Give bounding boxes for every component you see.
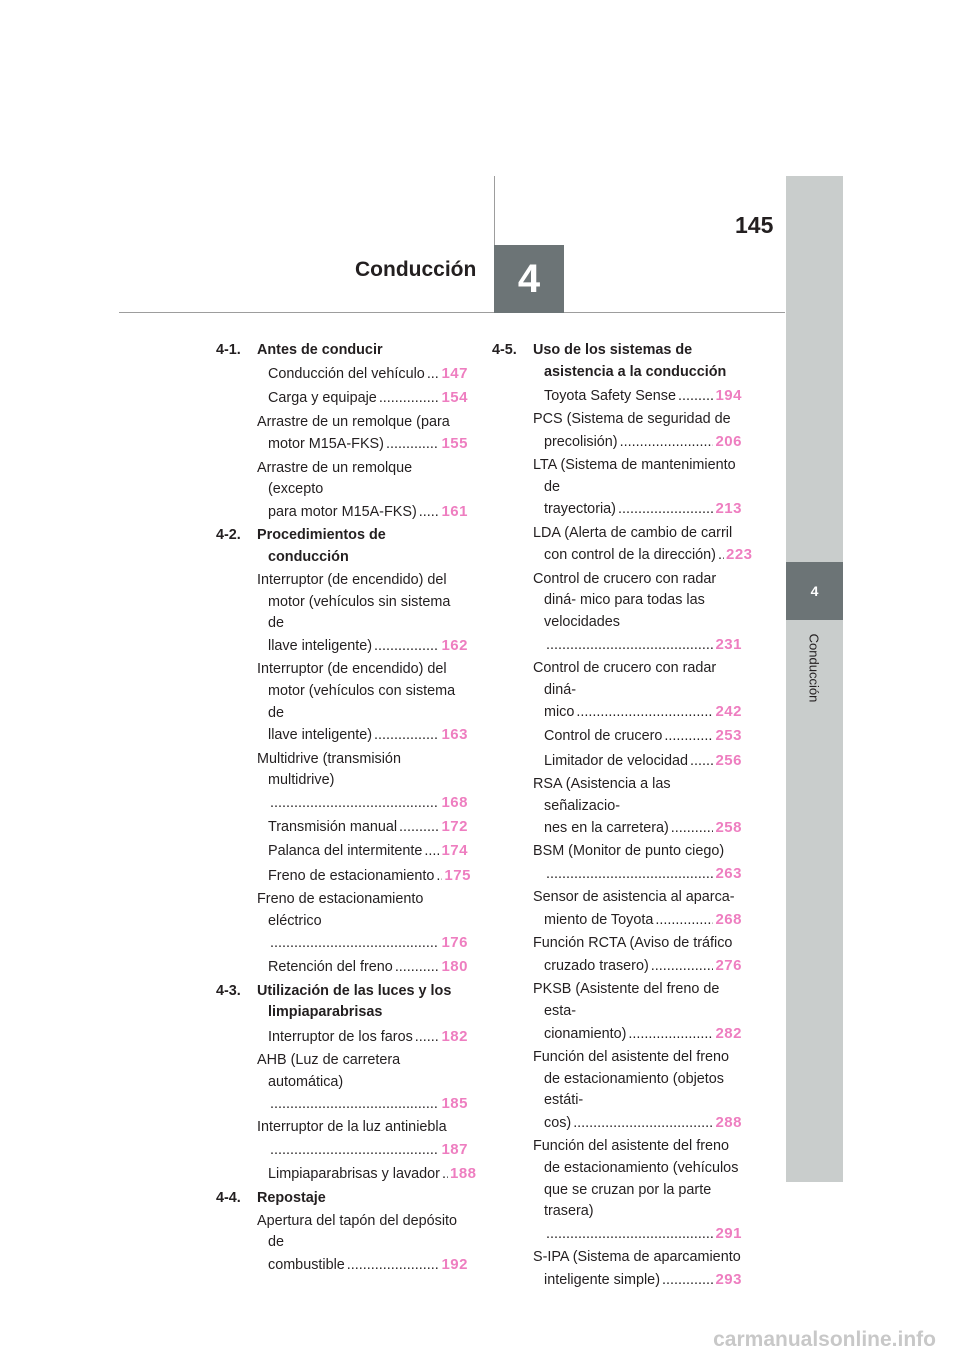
side-thumb-tab [786,562,843,620]
entry-leader-line [268,724,468,747]
dot-leader [546,1224,713,1246]
entry-text: Función del asistente del freno de estacionamiento (vehículos que se cruzan por la parte trasera) [533,1138,739,1220]
entry-text: PKSB (Asistente del freno de esta- [533,981,720,1019]
entry-text: PCS (Sistema de seguridad de [533,411,731,428]
toc-entry[interactable] [533,409,742,453]
toc-entry[interactable] [257,1211,468,1277]
toc-entry[interactable] [533,385,742,408]
chapter-number-box [494,245,564,313]
toc-section [216,525,471,979]
entry-text-last-line: cionamiento) [544,1025,627,1042]
entry-text-last-line: para motor M15A-FKS) [268,503,417,520]
entry-leader-line [268,1093,468,1116]
entry-leader-line [268,387,468,410]
toc-entry[interactable] [257,840,468,863]
toc-entry[interactable] [533,523,753,567]
page-reference-link[interactable]: 194 [715,386,742,404]
dot-leader [395,957,440,979]
entry-leader-line [544,701,742,724]
toc-entry[interactable] [257,956,468,979]
entry-leader-line [268,1163,477,1186]
entry-text-last-line: nes en la carretera) [544,820,669,837]
entry-text-last-line: cruzado trasero) [544,957,649,974]
entry-leader-line [268,501,468,524]
toc-entry[interactable] [533,658,742,724]
entry-leader-line [268,816,468,839]
chapter-number: 4 [517,256,541,301]
entry-text: Control de crucero con radar diná- mico para todas las velocidades [533,570,717,630]
entry-text-last-line: Limitador de velocidad [544,752,688,769]
toc-column-right [492,340,753,1293]
toc-entry[interactable] [533,569,742,657]
side-tab-number: 4 [810,583,819,599]
page-reference-link[interactable]: 176 [441,934,468,952]
entry-leader-line [544,750,742,773]
entry-leader-line [544,544,753,567]
entry-text: RSA (Asistencia a las señalizacio- [533,775,671,814]
toc-entry[interactable] [533,1047,742,1135]
dot-leader [651,956,714,978]
dot-leader [436,866,442,888]
section-title: Repostaje [257,1189,326,1206]
toc-entry[interactable] [533,774,742,840]
entry-leader-line [268,363,468,386]
toc-section [216,1188,468,1277]
section-title: Procedimientos de conducción [257,527,386,565]
dot-leader [427,364,440,386]
section-title: Antes de conducir [257,342,383,358]
dot-leader [620,432,714,454]
dot-leader [690,751,713,773]
entry-leader-line [544,1223,742,1246]
chapter-title: Conducción [355,258,477,281]
entry-leader-line [544,909,742,932]
entry-text: Multidrive (transmisión multidrive) [257,750,401,789]
page-reference-link[interactable]: 162 [441,637,468,655]
entry-text-last-line: Interruptor de los faros [268,1028,413,1045]
entry-text-last-line: Toyota Safety Sense [544,387,676,404]
page-reference-link[interactable]: 192 [441,1256,468,1274]
entry-text-last-line: llave inteligente) [268,727,372,744]
entry-text: Sensor de asistencia al aparca- [533,889,735,906]
page-reference-link[interactable]: 253 [715,727,742,745]
page-number: 145 [735,212,774,238]
toc-entry[interactable] [257,570,468,658]
section-number: 4-3. [216,982,241,999]
entry-leader-line [268,792,468,815]
page-reference-link[interactable]: 182 [441,1027,468,1045]
dot-leader [442,1164,448,1186]
entry-text-last-line: combustible [268,1257,345,1274]
entry-leader-line [268,1026,468,1049]
entry-leader-line [544,1112,742,1135]
header-horizontal-rule [119,312,785,313]
entry-text: Freno de estacionamiento eléctrico [257,890,424,929]
toc-entry[interactable] [257,1026,468,1049]
entry-leader-line [268,635,468,658]
entry-text-last-line: Carga y equipaje [268,390,377,407]
entry-text: Arrastre de un remolque (excepto [257,459,413,498]
page-reference-link[interactable]: 223 [725,546,753,564]
toc-entry[interactable] [257,865,471,888]
page-reference-link[interactable]: 185 [441,1095,468,1113]
entry-leader-line [544,1269,742,1292]
toc-entry[interactable] [257,363,468,386]
page-reference-link[interactable]: 282 [715,1024,742,1042]
toc-entry[interactable] [257,889,468,955]
entry-text-last-line: trayectoria) [544,501,616,518]
section-title: Uso de los sistemas de asistencia a la conducción [533,342,727,380]
toc-entry[interactable] [533,750,742,773]
toc-entry[interactable] [533,841,742,885]
dot-leader [399,817,439,839]
entry-text: Función del asistente del freno de estacionamiento (objetos estáti- [533,1048,729,1109]
entry-text: AHB (Luz de carretera automática) [257,1051,401,1090]
entry-text: Arrastre de un remolque (para [257,413,450,430]
toc-entry[interactable] [533,1136,742,1246]
dot-leader [374,636,439,658]
toc-entry[interactable] [257,749,468,815]
toc-entry[interactable] [257,1050,468,1116]
entry-leader-line [544,817,742,840]
dot-leader [546,635,713,657]
dot-leader [270,1094,439,1116]
dot-leader [618,499,713,521]
toc-entry[interactable] [533,725,742,748]
page-reference-link[interactable]: 268 [715,911,742,929]
section-number: 4-4. [216,1189,241,1206]
toc-entry[interactable] [533,887,742,931]
page-reference-link[interactable]: 168 [441,794,468,812]
dot-leader [415,1027,440,1049]
toc-section [492,340,753,1292]
entry-text-last-line: Freno de estacionamiento [268,867,435,884]
entry-leader-line [544,385,742,408]
entry-text-last-line: mico [544,704,575,721]
entry-leader-line [544,725,742,748]
page-reference-link[interactable]: 293 [715,1270,742,1288]
toc-entry[interactable] [533,979,742,1045]
page-reference-link[interactable]: 276 [715,956,742,974]
entry-text: Interruptor de la luz antiniebla [257,1119,447,1136]
entry-text-last-line: Control de crucero [544,728,663,745]
page-reference-link[interactable]: 155 [441,435,468,453]
entry-text-last-line: llave inteligente) [268,638,372,655]
toc-section [216,981,477,1186]
entry-text-last-line: cos) [544,1114,572,1131]
dot-leader [628,1024,713,1046]
entry-text-last-line: miento de Toyota [544,912,654,929]
entry-text-last-line: Limpiaparabrisas y lavador [268,1166,440,1183]
entry-text: Función RCTA (Aviso de tráfico [533,935,733,952]
side-tab-label: Conducción [806,633,822,703]
page-reference-link[interactable]: 242 [715,703,742,721]
dot-leader [546,864,713,886]
dot-leader [576,702,713,724]
entry-text: Control de crucero con radar diná- [533,659,717,698]
section-number: 4-2. [216,527,241,544]
page-reference-link[interactable]: 231 [715,635,742,653]
toc-column-left [216,340,477,1278]
watermark: carmanualsonline.info [713,1328,936,1351]
dot-leader [678,386,713,408]
entry-leader-line [544,1023,742,1046]
entry-text-last-line: con control de la dirección) [544,547,716,564]
dot-leader [664,726,713,748]
toc-entry[interactable] [257,659,468,747]
page-reference-link[interactable]: 258 [715,819,742,837]
section-number: 4-1. [216,342,241,358]
entry-text-last-line: Transmisión manual [268,819,398,836]
toc-entry[interactable] [257,412,468,456]
entry-text: Apertura del tapón del depósito de [257,1212,458,1251]
toc-entry[interactable] [533,455,742,521]
entry-text-last-line: Palanca del intermitente [268,843,423,860]
dot-leader [379,388,440,410]
entry-leader-line [268,433,468,456]
dot-leader [347,1255,440,1277]
dot-leader [270,1140,439,1162]
page-reference-link[interactable]: 187 [441,1141,468,1159]
entry-leader-line [268,1254,468,1277]
entry-text: BSM (Monitor de punto ciego) [533,843,725,860]
page-reference-link[interactable]: 174 [441,842,468,860]
entry-leader-line [544,634,742,657]
dot-leader [655,910,713,932]
page-reference-link[interactable]: 154 [441,389,468,407]
toc-entry[interactable] [533,1247,742,1291]
toc-section [216,340,468,524]
entry-text-last-line: motor M15A-FKS) [268,436,384,453]
entry-text-last-line: precolisión) [544,433,618,450]
entry-leader-line [544,498,742,521]
section-title: Utilización de las luces y los limpiaparabrisas [257,982,452,1021]
entry-leader-line [268,1139,468,1162]
dot-leader [374,725,439,747]
dot-leader [419,502,440,524]
page-reference-link[interactable]: 188 [449,1165,477,1183]
entry-leader-line [544,863,742,886]
dot-leader [386,434,440,456]
dot-leader [662,1270,713,1292]
dot-leader [270,793,439,815]
entry-text: Interruptor (de encendido) del motor (vehículos con sistema de [257,661,456,721]
dot-leader [424,841,439,863]
entry-text-last-line: Retención del freno [268,959,393,976]
dot-leader [718,545,724,567]
entry-leader-line [268,865,471,888]
page-reference-link[interactable]: 263 [715,865,742,883]
toc-entry[interactable] [257,1163,477,1186]
dot-leader [573,1113,713,1135]
entry-text: S-IPA (Sistema de aparcamiento [533,1249,741,1266]
toc-entry[interactable] [533,933,742,977]
page-reference-link[interactable]: 180 [441,958,468,976]
toc-entry[interactable] [257,387,468,410]
page-reference-link[interactable]: 163 [441,726,468,744]
entry-text: LTA (Sistema de mantenimiento de [533,457,736,495]
entry-leader-line [544,955,742,978]
page-reference-link[interactable]: 291 [715,1224,742,1242]
page-reference-link[interactable]: 175 [444,866,471,884]
page-reference-link[interactable]: 213 [715,500,742,518]
dot-leader [671,818,714,840]
section-number: 4-5. [492,342,517,358]
page-reference-link[interactable]: 172 [441,818,468,836]
page-reference-link[interactable]: 256 [715,751,742,769]
entry-text-last-line: Conducción del vehículo [268,366,425,383]
page-reference-link[interactable]: 288 [715,1113,742,1131]
entry-leader-line [268,840,468,863]
page-reference-link[interactable]: 161 [441,502,468,520]
toc-entry[interactable] [257,816,468,839]
entry-leader-line [544,431,742,454]
entry-text-last-line: inteligente simple) [544,1271,660,1288]
entry-leader-line [268,932,468,955]
page-reference-link[interactable]: 206 [715,432,742,450]
entry-text: LDA (Alerta de cambio de carril [533,524,733,541]
entry-leader-line [268,956,468,979]
toc-entry[interactable] [257,1117,468,1161]
toc-entry[interactable] [257,458,468,524]
dot-leader [270,933,439,955]
page-reference-link[interactable]: 147 [441,365,468,383]
entry-text: Interruptor (de encendido) del motor (vehículos sin sistema de [257,572,451,632]
